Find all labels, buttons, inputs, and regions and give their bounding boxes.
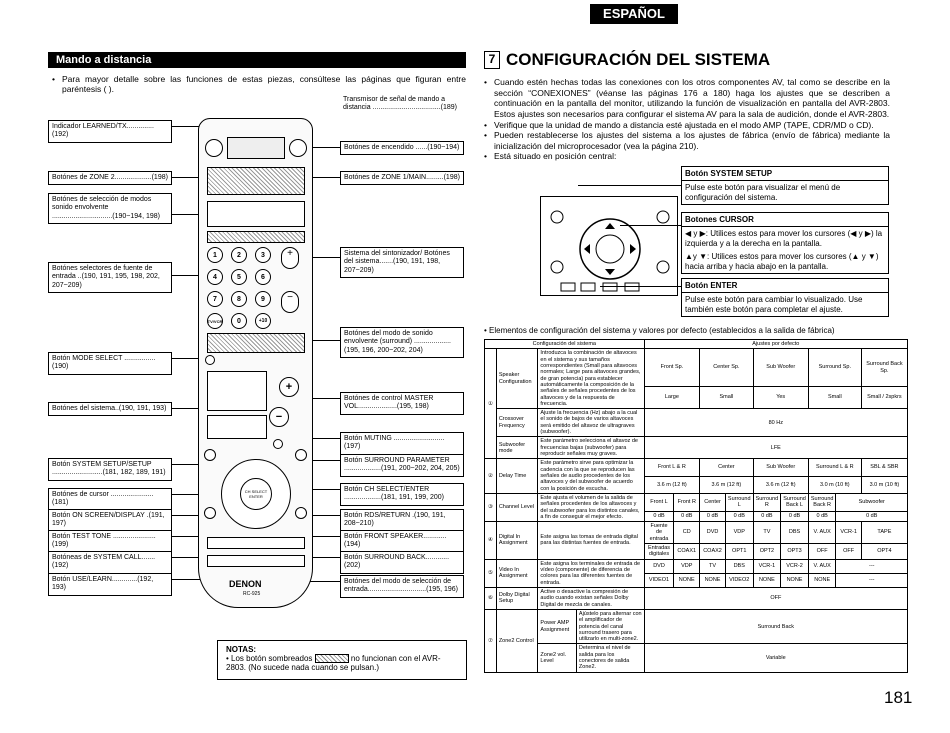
callout-cursor: Botónes de cursor ......................(181)	[48, 488, 172, 511]
callout-master-vol: Botónes de control MASTER VOL....................(195, 198)	[340, 392, 464, 415]
channel-up-button[interactable]: +	[281, 247, 299, 269]
header-config: Configuración del sistema	[485, 340, 645, 349]
callout-mode-select: Botón MODE SELECT ................(190)	[48, 352, 172, 375]
model-number: RC-925	[243, 591, 261, 597]
page-title	[484, 50, 770, 70]
page-number: 181	[884, 688, 913, 707]
key-5[interactable]: 5	[231, 269, 247, 285]
key-1[interactable]: 1	[207, 247, 223, 263]
callout-ch-select: Botón CH SELECT/ENTER ...................(181, 191, 199, 200)	[340, 483, 464, 506]
volume-down-button[interactable]: −	[269, 407, 289, 427]
key-7[interactable]: 7	[207, 291, 223, 307]
on-screen-button[interactable]	[204, 507, 216, 519]
brand-logo: DENON	[229, 579, 262, 589]
callout-learned-indicator: Indicador LEARNED/TX..............(192)	[48, 120, 172, 143]
ch-select-enter-button[interactable]: CH SELECT ENTER	[240, 478, 272, 510]
surround-mode-row[interactable]	[207, 231, 305, 243]
display-window	[227, 137, 285, 159]
system-call-row[interactable]	[207, 555, 305, 567]
mode-select-button[interactable]	[205, 355, 215, 365]
menu-button[interactable]	[295, 449, 307, 461]
zone-buttons-area[interactable]	[207, 167, 305, 195]
transport-buttons[interactable]	[207, 371, 267, 411]
callout-surround-parameter: Botón SURROUND PARAMETER ...................(191, 200~202, 204, 205)	[340, 454, 464, 477]
key-tv-vcr[interactable]: TV/VCR	[207, 313, 223, 329]
title-number: 7	[484, 51, 500, 69]
system-buttons[interactable]	[207, 415, 267, 439]
callout-input-select: Botónes selectores de fuente de entrada ..(190, 191, 195, 198, 202, 207~209)	[48, 262, 172, 293]
elements-note: • Elementos de configuración del sistema y valores por defecto (establecidos a la salida de fábrica)	[484, 326, 835, 335]
front-speaker-row[interactable]	[207, 537, 305, 549]
callout-on-screen: Botón ON SCREEN/DISPLAY .(191, 197)	[48, 509, 172, 532]
power-on-button[interactable]	[289, 139, 307, 157]
language-tab: ESPAÑOL	[590, 4, 678, 24]
callout-input-mode: Botónes del modo de selección de entrada..............................(195, 196)	[340, 575, 464, 598]
notes-box: NOTAS: • Los botón sombreados no funcionan con el AVR-2803. (No sucede nada cuando se pulsan.)	[217, 640, 467, 680]
remote-closeup	[540, 196, 678, 296]
volume-up-button[interactable]: +	[279, 377, 299, 397]
remote-control	[198, 118, 313, 608]
callout-system-call: Botóneas de SYSTEM CALL.......(192)	[48, 551, 172, 574]
key-0[interactable]: 0	[231, 313, 247, 329]
callout-surround-mode: Botónes del modo de sonido envolvente (surround) ...................(195, 196, 200~202, 204)	[340, 327, 464, 358]
bullet-2: • Verifique que la unidad de mando a distancia esté ajustada en el modo AMP (TAPE, CDR/MD o CD).	[484, 120, 890, 131]
key-4[interactable]: 4	[207, 269, 223, 285]
info-cursor: Botones CURSOR ◀ y ▶: Utilices estos para mover los cursores (◀ y ▶) la izquierda y a la derecha en la pantalla. ▲y ▼: Utilices estos para mover los cursores (▲ y ▼) hacia arriba y hacia abajo en la pantalla.	[681, 212, 889, 274]
bullet-3: • Pueden restablecerse los ajustes del sistema a los ajustes de fábrica (envío de fábrica) mediante la inicialización del microprocesador (vea la página 210).	[484, 130, 890, 151]
key-6[interactable]: 6	[255, 269, 271, 285]
rds-return-button[interactable]	[295, 507, 307, 519]
notes-text-after: no funcionan con el AVR-2803. (No sucede nada cuando se pulsan.)	[226, 654, 441, 673]
key-plus10[interactable]: +10	[255, 313, 271, 329]
key-3[interactable]: 3	[255, 247, 271, 263]
callout-zone2: Botónes de ZONE 2...................(198)	[48, 171, 172, 185]
callout-muting: Botón MUTING ..........................(197)	[340, 432, 464, 455]
right-intro	[484, 77, 890, 162]
key-9[interactable]: 9	[255, 291, 271, 307]
section-title: Mando a distancia	[48, 52, 466, 68]
notes-text-before: Los botón sombreados	[231, 654, 313, 663]
callout-zone1: Botónes de ZONE 1/MAIN.........(198)	[340, 171, 464, 185]
callout-front-speaker: Botón FRONT SPEAKER............(194)	[340, 530, 464, 553]
key-8[interactable]: 8	[231, 291, 247, 307]
callout-test-tone: Botón TEST TONE ......................(199)	[48, 530, 172, 553]
callout-surround-back: Botón SURROUND BACK............(202)	[340, 551, 464, 574]
info-enter: Botón ENTER Pulse este botón para cambiar lo visualizado. Use también este botón para completar el ajuste.	[681, 278, 889, 317]
notes-title: NOTAS:	[226, 645, 257, 654]
callout-tuner: Sistema del sintonizador/ Botónes del sistema.......(190, 191, 198, 207~209)	[340, 247, 464, 278]
muting-button[interactable]	[273, 439, 283, 449]
config-table: Configuración del sistema Ajustes por defecto ① Speaker Configuration Introduzca la combinación de altavoces en el sistema y sus tamaños correspondientes (Small para altavoces normales; Large para altavoces grandes, de gran potencia) para establecer automáticamente la composición de la señales de señales procedentes de los altavoces y de la respuesta de frecuencia. Front Sp. Center Sp. Sub Woofer Surround Sp. Surround Back Sp. Large Small Yes Small Small / 2spkrs Crossover Frequency Ajuste la frecuencia (Hz) abajo a la cual el sonido de bajos de varios altavoces será emitido del altavoz de ultragraves (subwoofer). 80 Hz Subwoofer mode Este parámetro selecciona el altavoz de frecuencias bajas (subwoofer) para reproducir señales muy graves. LFE ② Delay Time Este parámetro sirve para optimizar la cadencia con la que se reproducen las señales de audio procedentes de los altavoces y del subwoofer de acuerdo con la posición de escucha. Front L & R Center Sub Woofer Surround L & R SBL & SBR 3.6 m (12 ft) 3.6 m (12 ft) 3.6 m (12 ft) 3.0 m (10 ft) 3.0 m (10 ft) ③ Channel Level Este ajusta el volumen de la salida de señales procedentes de los altavoces y del subwoofer para los distintos canales, a fin de conseguir el mejor efecto. Front L Front R Center Surround L Surround R Surround Back L Surround Back R Subwoofer 0 dB 0 dB 0 dB 0 dB 0 dB 0 dB 0 dB 0 dB ④ Digital In Assignment Este asigna las tomas de entrada digital para las distintas fuentes de entrada. Fuente de entrada CD DVD VDP TV DBS V. AUX VCR-1 TAPE Entradas digitales COAX1 COAX2 OPT1 OPT2 OPT3 OFF OFF OPT4 ⑤ Video In Assignment Este asigna los terminales de entrada de vídeo (componente) de diferencia de colores para las diferentes fuentes de entrada. DVD VDP TV DBS VCR-1 VCR-2 V. AUX --- VIDEO1 NONE NONE VIDEO2 NONE NONE NONE --- ⑥ Dolby Digital Setup Active o desactive la compresión de audio cuando existan señales Dolby Digital de mezcla de canales. OFF ⑦ Zone2 Control Power AMP Assignment Ajústelo para alternar con el amplificador de potencia del canal surround trasero para utilizarlo en multi-zone2. Surround Back Zone2 vol. Level Determina el nivel de salida para los conectores de salida Zone2. Variable	[484, 339, 908, 673]
info-system-setup: Botón SYSTEM SETUP Pulse este botón para visualizar el menú de configuración del sistema.	[681, 166, 889, 205]
bullet-1: • Cuando estén hechas todas las conexiones con los otros componentes AV, tal como se describe en la sección “CONEXIONES” (véanse las páginas 176 a 180) haga los ajustes que se describen a continuación en la pantalla del monitor, utilizando la función de visualización en pantalla del AVR-2803. Estos ajustes son necesarios para configurar el sistema AV para la sala de audición, donde el AVR-2803.	[484, 77, 890, 120]
left-intro: • Para mayor detalle sobre las funciones de estas piezas, consúltese las páginas que figuran entre paréntesis ( ).	[52, 74, 466, 94]
cursor-pad[interactable]	[221, 459, 291, 529]
callout-transmitter: Transmisor de señal de mando a distancia ...................................(189)	[340, 94, 464, 115]
key-2[interactable]: 2	[231, 247, 247, 263]
callout-system-setup: Botón SYSTEM SETUP/SETUP ..........................(181, 182, 189, 191)	[48, 458, 172, 481]
surround-mode-buttons[interactable]	[207, 333, 305, 353]
shaded-sample	[315, 654, 349, 663]
callout-surround-select: Botónes de selección de modos sonido envolvente ...............................(190~194, 198)	[48, 193, 172, 224]
channel-down-button[interactable]: −	[281, 291, 299, 313]
callout-use-learn: Botón USE/LEARN.............(192, 193)	[48, 573, 172, 596]
callout-rds-return: Botón RDS/RETURN .(190, 191, 208~210)	[340, 509, 464, 532]
system-setup-button[interactable]	[204, 449, 216, 461]
callout-power: Botónes de encendido ......(190~194)	[340, 141, 464, 155]
title-text: CONFIGURACIÓN DEL SISTEMA	[506, 50, 771, 69]
header-defaults: Ajustes por defecto	[644, 340, 907, 349]
source-row[interactable]	[207, 201, 305, 227]
power-off-button[interactable]	[205, 139, 223, 157]
callout-system-buttons: Botónes del sistema..(190, 191, 193)	[48, 402, 172, 416]
bullet-4: • Está situado en posición central:	[484, 151, 890, 162]
